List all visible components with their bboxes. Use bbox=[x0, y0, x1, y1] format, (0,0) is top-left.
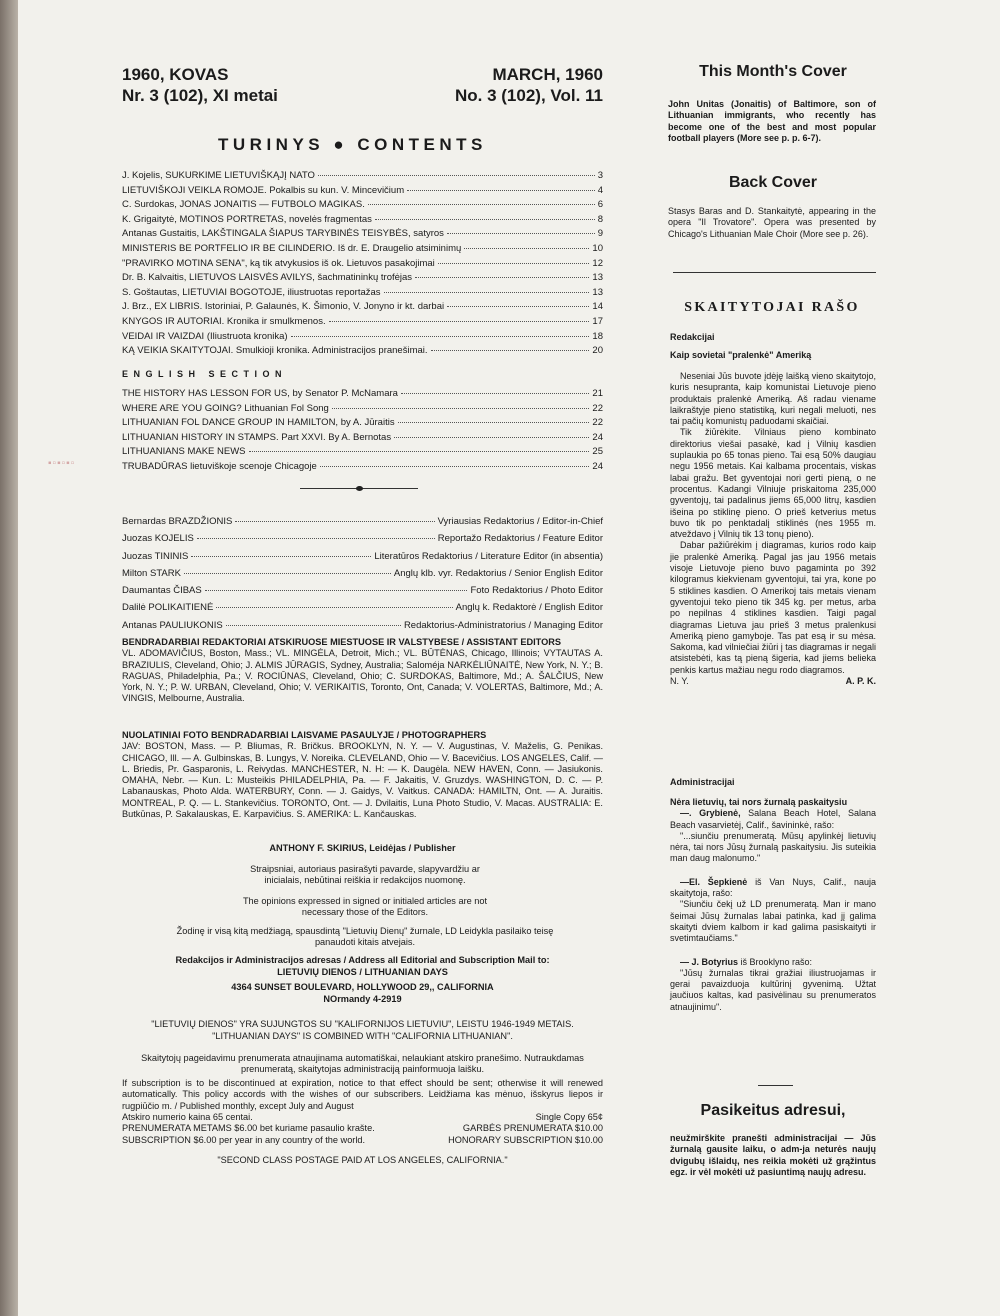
english-toc-entry bbox=[122, 461, 603, 476]
toc-entry-title: KNYGOS IR AUTORIAI. Kronika ir smulkmenos. bbox=[122, 315, 326, 327]
letter-title: Kaip sovietai "pralenkė" Ameriką bbox=[670, 350, 812, 360]
staff-entry-value: Literatūros Redaktorius / Literature Editor (in absentia) bbox=[374, 550, 603, 562]
phone: NOrmandy 4-2919 bbox=[323, 994, 402, 1004]
photographers-heading: NUOLATINIAI FOTO BENDRADARBIAI LAISVAME PASAULYJE / PHOTOGRAPHERS bbox=[122, 730, 487, 740]
dot-leader bbox=[329, 321, 590, 322]
honorary-lt: GARBĖS PRENUMERATA $10.00 bbox=[462, 1123, 603, 1134]
english-toc-entry-title: LITHUANIANS MAKE NEWS bbox=[122, 446, 246, 458]
english-toc-entry bbox=[122, 417, 603, 432]
botyrius-quote: "Jūsų žurnalas tikrai gražiai iliustruojamas ir gerai pavaizduoja kultūrinį gyvenimą. Užtat jaučiuos kaltas, kad pasivėlinau su prenumeratos atnaujinimu". bbox=[670, 967, 876, 1012]
sepkiene-intro: iš Van Nuys, Calif., nauja skaitytoja, rašo: bbox=[670, 876, 876, 899]
lt-issue: Nr. 3 (102), XI metai bbox=[122, 86, 278, 105]
toc-entry-title: Antanas Gustaitis, LAKŠTINGALA ŠIAPUS TARYBINĖS TEISYBĖS, satyros bbox=[122, 228, 444, 240]
staff-entry-title: Juozas KOJELIS bbox=[122, 533, 194, 545]
single-copy-lt: Atskiro numerio kaina 65 centai. bbox=[122, 1112, 253, 1122]
cover-text: John Unitas (Jonaitis) of Baltimore, son of Lithuanian immigrants, who recently has become one of the best and most popular football players (More see p. p. 6-7). bbox=[668, 99, 876, 143]
signed-note-lt: Straipsniai, autoriaus pasirašyti pavarde, slapyvardžiu ar inicialais, nebūtinai reiškia ir redakcijos nuomonę. bbox=[250, 864, 480, 886]
staff-entry bbox=[122, 585, 603, 602]
redakcijai-label: Redakcijai bbox=[670, 332, 715, 342]
merged-note-en: "LITHUANIAN DAYS" IS COMBINED WITH "CALIFORNIA LITHUANIAN". bbox=[212, 1031, 513, 1041]
toc-entry-title: J. Brz., EX LIBRIS. Istoriniai, P. Galaunės, K. Šimonio, V. Jonyno ir kt. darbai bbox=[122, 301, 445, 313]
staff-entry-value: Redaktorius-Administratorius / Managing Editor bbox=[403, 619, 603, 631]
toc-entry-value: 18 bbox=[592, 330, 603, 342]
toc-entry bbox=[122, 287, 603, 302]
dot-leader bbox=[447, 233, 595, 234]
english-section-label: ENGLISH SECTION bbox=[122, 369, 288, 379]
dot-leader bbox=[320, 466, 590, 467]
toc-entry-value: 14 bbox=[592, 301, 603, 313]
staff-entry-title: Juozas TININIS bbox=[122, 550, 189, 562]
dot-leader bbox=[398, 422, 590, 423]
grybiene-intro: Salana Beach Hotel, Salana Beach vasarvietėj, Calif., šavininkė, rašo: bbox=[670, 808, 876, 830]
toc-entry-value: 13 bbox=[592, 286, 603, 298]
english-toc-entry-title: THE HISTORY HAS LESSON FOR US, by Senator P. McNamara bbox=[122, 388, 398, 399]
dot-leader bbox=[438, 263, 590, 264]
toc-entry bbox=[122, 199, 603, 214]
dot-leader bbox=[226, 625, 401, 626]
staff-entry bbox=[122, 602, 603, 619]
english-table-of-contents bbox=[122, 388, 603, 476]
honorary-en: HONORARY SUBSCRIPTION $10.00 bbox=[448, 1134, 603, 1145]
dot-leader bbox=[184, 573, 391, 574]
subscription-en: SUBSCRIPTION $6.00 per year in any country of the world. bbox=[122, 1134, 366, 1145]
english-toc-entry-value: 21 bbox=[592, 388, 603, 399]
signed-note-en: The opinions expressed in signed or initialed articles are not necessary those of the Editors. bbox=[242, 896, 488, 918]
dot-leader bbox=[447, 306, 589, 307]
staff-list bbox=[122, 516, 603, 637]
letter-paragraph-1: Neseniai Jūs buvote įdėję laišką vieno skaitytojo, kuris nesupranta, kaip komunistai Lietuvoje pieno produktais pralenkė Ameriką. Aš radau viename laikraštyje pieno statistiką, kuri negali meluoti, nes tai pačių komunistų paduodami skaičiai. bbox=[670, 371, 876, 427]
english-toc-entry-title: TRUBADŪRAS lietuviškoje scenoje Chicagoje bbox=[122, 460, 317, 472]
staff-entry-title: Dalilė POLIKAITIENĖ bbox=[122, 602, 214, 614]
toc-entry bbox=[122, 258, 603, 273]
grybiene-name: —. Grybienė, bbox=[680, 808, 741, 819]
staff-entry-value: Vyriausias Redaktorius / Editor-in-Chief bbox=[437, 516, 603, 527]
dot-leader bbox=[318, 175, 595, 176]
toc-entry-value: 20 bbox=[592, 345, 603, 357]
readers-title: SKAITYTOJAI RAŠO bbox=[684, 300, 860, 315]
english-toc-entry bbox=[122, 446, 603, 461]
dot-leader bbox=[384, 292, 590, 293]
english-toc-entry-title: WHERE ARE YOU GOING? Lithuanian Fol Song bbox=[122, 402, 329, 414]
publisher: ANTHONY F. SKIRIUS, Leidėjas / Publisher bbox=[269, 843, 456, 853]
dot-leader bbox=[191, 556, 371, 557]
toc-entry-title: K. Grigaitytė, MOTINOS PORTRETAS, novelės fragmentas bbox=[122, 213, 372, 225]
dot-leader bbox=[332, 408, 590, 409]
toc-entry-value: 9 bbox=[597, 228, 603, 240]
letter-paragraph-2: Tik žiūrėkite. Vilniaus pieno kombinato direktorius viešai pasakė, kad į Vilnių kasdien suplaukia po 65 tonas pieno. Tai esą 50% daugiau negu 1956 metais. Kai kalbama procentais, viskas labai gražu. Bet gyventojai nori gerti pieną, o ne procentus. Kadangi Vilniuje priskaitoma 235,000 gyventojų, tai padalinus jiems 65,000 litrų, kasdien išeina po stiklinę pieno. O prieš ketverius metus buvo tik po penktadalį stiklinės (nes 1955 m. atveždavo į Vilnių tik 13 tonų pieno). bbox=[670, 427, 876, 540]
staff-entry bbox=[122, 551, 603, 568]
dot-leader bbox=[205, 590, 468, 591]
english-toc-entry-value: 22 bbox=[592, 402, 603, 414]
toc-entry-value: 8 bbox=[597, 213, 603, 225]
address-label: Redakcijos ir Administracijos adresas / Address all Editorial and Subscription Mail to: bbox=[175, 955, 550, 965]
english-toc-entry bbox=[122, 432, 603, 447]
admin-label: Administracijai bbox=[670, 777, 735, 787]
toc-entry-title: LIETUVIŠKOJI VEIKLA ROMOJE. Pokalbis su kun. V. Mincevičium bbox=[122, 184, 405, 196]
dot-leader bbox=[464, 248, 589, 249]
dot-leader bbox=[249, 451, 590, 452]
right-rule-1 bbox=[673, 272, 876, 273]
dot-leader bbox=[368, 204, 595, 205]
toc-entry-value: 4 bbox=[597, 184, 603, 196]
staff-entry-value: Anglų klb. vyr. Redaktorius / Senior English Editor bbox=[393, 567, 603, 579]
toc-entry bbox=[122, 214, 603, 229]
back-cover-title: Back Cover bbox=[728, 174, 818, 191]
admin-letters bbox=[670, 797, 876, 1013]
staff-entry-value: Anglų k. Redaktorė / English Editor bbox=[455, 602, 603, 614]
staff-entry-value: Foto Redaktorius / Photo Editor bbox=[470, 585, 603, 597]
toc-entry-value: 12 bbox=[592, 257, 603, 269]
staff-entry-title: Bernardas BRAZDŽIONIS bbox=[122, 516, 233, 527]
staff-entry-title: Milton STARK bbox=[122, 567, 181, 579]
sepkiene-name: —El. Šepkienė bbox=[680, 876, 748, 887]
dot-leader bbox=[407, 190, 595, 191]
english-toc-entry bbox=[122, 388, 603, 403]
staff-entry bbox=[122, 568, 603, 585]
staff-entry bbox=[122, 516, 603, 533]
dot-leader bbox=[375, 219, 595, 220]
staff-entry bbox=[122, 533, 603, 550]
en-issue: No. 3 (102), Vol. 11 bbox=[454, 86, 603, 105]
single-copy-en: Single Copy 65¢ bbox=[535, 1112, 603, 1122]
staff-entry-title: Antanas PAULIUKONIS bbox=[122, 619, 223, 631]
toc-entry-value: 13 bbox=[592, 272, 603, 284]
merged-note-lt: "LIETUVIŲ DIENOS" YRA SUJUNGTOS SU "KALIFORNIJOS LIETUVIU", LEISTU 1946-1949 METAIS. bbox=[151, 1019, 574, 1029]
toc-entry-value: 3 bbox=[597, 170, 603, 181]
lt-date: 1960, KOVAS bbox=[122, 65, 229, 84]
toc-entry-title: KĄ VEIKIA SKAITYTOJAI. Smulkioji kronika. Administracijos pranešimai. bbox=[122, 345, 428, 357]
dot-leader bbox=[394, 437, 589, 438]
toc-entry-title: C. Surdokas, JONAS JONAITIS — FUTBOLO MAGIKAS. bbox=[122, 199, 365, 211]
letter-signature: A. P. K. bbox=[845, 676, 876, 687]
cover-title: This Month's Cover bbox=[699, 63, 847, 80]
toc-entry-value: 17 bbox=[592, 315, 603, 327]
dot-leader bbox=[401, 393, 589, 394]
assistant-editors-text: VL. ADOMAVIČIUS, Boston, Mass.; VL. MINGĖLA, Detroit, Mich.; VL. BŪTĖNAS, Chicago, Illinois; VYTAUTAS A. BRAZIULIS, Cleveland, Ohio; J. ALMIS JŪRAGIS, Sydney, Australia; Saloméja NARKĖLIŪNAITĖ, New York, N. Y.; B. RAGUAS, Philadelphia, Pa.; V. ROCIŪNAS, Cleveland, Ohio; C. SURDOKAS, Baltimore, Md.; A. ŠALČIUS, New York, N. Y.; P. W. URBAN, Cleveland, Ohio; V. VERIKAITIS, Toronto, Ont, Canada; V. VOLERTAS, Baltimore, Md.; A. VINGIS, Melbourne, Australia. bbox=[122, 648, 603, 704]
letter-place: N. Y. bbox=[670, 676, 689, 687]
english-toc-entry-value: 25 bbox=[592, 446, 603, 458]
toc-entry bbox=[122, 345, 603, 360]
toc-entry-title: "PRAVIRKO MOTINA SENA", ką tik atvykusios iš ok. Lietuvos pasakojimai bbox=[122, 257, 435, 269]
toc-entry-title: MINISTERIS BE PORTFELIO IR BE CILINDERIO. Iš dr. E. Draugelio atsiminimų bbox=[122, 242, 462, 254]
back-cover-text: Stasys Baras and D. Stankaitytė, appearing in the opera "Il Trovatore". Opera was presented by Chicago's Lithuanian Male Choir (More see p. 26). bbox=[668, 206, 876, 239]
botyrius-name: — J. Botyrius bbox=[680, 956, 739, 967]
toc-entry bbox=[122, 243, 603, 258]
address-change-text: neužmirškite pranešti administracijai — Jūs žurnalą gausite laiku, o adm-ja neturės naujų dvigubų išlaidų, nes reikia mokėti už grąžintus egz. ir vėl mokėti už pasiuntimą naujų adresu. bbox=[670, 1133, 876, 1177]
right-rule-2 bbox=[758, 1085, 793, 1086]
english-toc-entry-value: 24 bbox=[592, 460, 603, 472]
toc-entry-title: S. Goštautas, LIETUVIAI BOGOTOJE, iliustruotas reportažas bbox=[122, 286, 381, 298]
dot-leader bbox=[197, 538, 435, 539]
postage-note: "SECOND CLASS POSTAGE PAID AT LOS ANGELES, CALIFORNIA." bbox=[217, 1155, 508, 1165]
divider-ornament bbox=[356, 486, 363, 491]
staff-entry-title: Daumantas ČIBAS bbox=[122, 585, 202, 597]
address-street: 4364 SUNSET BOULEVARD, HOLLYWOOD 29,, CALIFORNIA bbox=[231, 982, 494, 992]
library-stamp: ▪▫▪▫▪▫ bbox=[48, 458, 76, 469]
english-toc-entry bbox=[122, 403, 603, 418]
staff-entry bbox=[122, 620, 603, 637]
dot-leader bbox=[415, 277, 589, 278]
address-change-title: Pasikeitus adresui, bbox=[700, 1102, 846, 1119]
english-toc-entry-title: LITHUANIAN HISTORY IN STAMPS. Part XXVI. By A. Bernotas bbox=[122, 431, 392, 443]
table-of-contents bbox=[122, 170, 603, 360]
contents-title: TURINYS ● CONTENTS bbox=[218, 135, 487, 154]
assistant-editors bbox=[122, 637, 603, 705]
staff-entry-value: Reportažo Redaktorius / Feature Editor bbox=[437, 533, 603, 545]
toc-entry bbox=[122, 272, 603, 287]
pricing bbox=[122, 1112, 603, 1146]
toc-entry-value: 6 bbox=[597, 199, 603, 211]
toc-entry bbox=[122, 331, 603, 346]
toc-entry bbox=[122, 228, 603, 243]
letter-body bbox=[670, 371, 876, 687]
subscription-lt: PRENUMERATA METAMS $6.00 bet kuriame pasaulio krašte. bbox=[122, 1123, 375, 1134]
admin-title: Nėra lietuvių, tai nors žurnalą paskaitysiu bbox=[670, 797, 848, 807]
dot-leader bbox=[216, 607, 452, 608]
toc-entry bbox=[122, 170, 603, 185]
english-toc-entry-value: 24 bbox=[592, 431, 603, 443]
letter-paragraph-3: Dabar pažiūrėkim į diagramas, kurios rodo kaip jie pralenkė Ameriką. Pagal jas jau 1956 metais visoje Lietuvoje pieno buvo pagaminta po 392 kilogramus kiekvienam gyventojui, tai yra, kone po 5 stiklines kasdien. O Amerikoj tais metais vienam gyventojui teko pieno tik 345 kg. per metus, arba po nepilnas 4 stiklines kasdien. Taigi pagal diagramas Lietuva jau prieš 3 metus pralenkusi Ameriką pieno gamyboje. Tas pat esą ir su mėsa. Sakoma, kad vilniečiai žiūri į tas diagramas ir negali atsistebėti, kas tą pieną šigeria, kad jiems belieka penkis kartus mažiau negu rodo diagramos. bbox=[670, 540, 876, 675]
toc-entry bbox=[122, 301, 603, 316]
botyrius-intro: iš Brooklyno rašo: bbox=[740, 956, 813, 967]
assistant-editors-heading: BENDRADARBIAI REDAKTORIAI ATSKIRUOSE MIESTUOSE IR VALSTYBESE / ASSISTANT EDITORS bbox=[122, 637, 561, 647]
sepkiene-quote: "Siunčiu čekį už LD prenumeratą. Man ir mano šeimai Jūsų žurnalas labai patinka, kad jį galima skaityti dviem kalbom ir kad galima pasiskaityti ir svetimtaučiams." bbox=[670, 899, 876, 944]
renewal-note-lt: Skaitytojų pageidavimu prenumerata atnaujinama automatiškai, nelaukiant atskiro pranešimo. Nutraukdamas prenumeratą, skaitytojas administraciją painformuoja laišku. bbox=[141, 1053, 584, 1075]
grybiene-quote: "...siunčiu prenumeratą. Mūsų apylinkėj lietuvių nėra, tai nors Jūsų žurnalą paskaitysiu. Jis suteikia man daug malonumo." bbox=[670, 830, 876, 864]
photographers-text: JAV: BOSTON, Mass. — P. Bliumas, R. Bričkus. BROOKLYN, N. Y. — V. Augustinas, V. Maželis, G. Penikas. CHICAGO, Ill. — A. Gulbinskas, B. Lungys, V. Noreika. CLEVELAND, Ohio — V. Bacevičius. LOS ANGELES, Calif. — L. Briedis, Pr. Gasparonis, L. Reivydas. MANCHESTER, N. H: — K. Daugėla. NEW HAVEN, Conn. — Jasiukonis. OMAHA, Nebr. — Kun. L: Musteikis PHILADELPHIA, Pa. — F. Jakaitis, V. Gruzdys. WASHINGTON, D. C. — P. Labanauskas, Photo Alda. WATERBURY, Conn. — J. Gaidys, V. Vaitkus. CANADA: HAMILTN, Ont. — A. Juraitis. MONTREAL, P. Q. — L. Stankevičius. TORONTO, Ont. — J. Dvilaitis, Luna Photo Studio, V. Macas. AUSTRALIA: E. Butkūnas, P. Sakalauskas, E. Karpavičius. S. AMERIKA: L. Kančauskas. bbox=[122, 741, 603, 820]
dot-leader bbox=[291, 336, 590, 337]
reprint-note: Žodinę ir visą kitą medžiagą, spausdintą "Lietuvių Dienų" žurnale, LD Leidykla pasilaiko teisę panaudoti kitais atvejais. bbox=[176, 926, 554, 948]
toc-entry bbox=[122, 185, 603, 200]
renewal-note-en: If subscription is to be discontinued at expiration, notice to that effect should be sent; otherwise it will renewed automatically. This policy accords with the wishes of our subscribers. Leidžiama kas mėnuo, išskyrus liepos ir rugpiūčio m. / Published monthly, except July and August bbox=[122, 1078, 603, 1111]
address-name: LIETUVIŲ DIENOS / LITHUANIAN DAYS bbox=[277, 967, 448, 977]
photographers bbox=[122, 730, 603, 820]
toc-entry-value: 10 bbox=[592, 242, 603, 254]
toc-entry-title: VEIDAI IR VAIZDAI (Iliustruota kronika) bbox=[122, 330, 288, 342]
dot-leader bbox=[235, 521, 434, 522]
dot-leader bbox=[431, 350, 590, 351]
en-date: MARCH, 1960 bbox=[492, 65, 603, 84]
toc-entry-title: Dr. B. Kalvaitis, LIETUVOS LAISVĖS AVILYS, šachmatininkų trofėjas bbox=[122, 272, 413, 284]
english-toc-entry-title: LITHUANIAN FOL DANCE GROUP IN HAMILTON, by A. Jūraitis bbox=[122, 417, 395, 429]
page-edge bbox=[0, 0, 18, 1316]
toc-entry-title: J. Kojelis, SUKURKIME LIETUVIŠKĄJĮ NATO bbox=[122, 170, 315, 181]
toc-entry bbox=[122, 316, 603, 331]
english-toc-entry-value: 22 bbox=[592, 417, 603, 429]
